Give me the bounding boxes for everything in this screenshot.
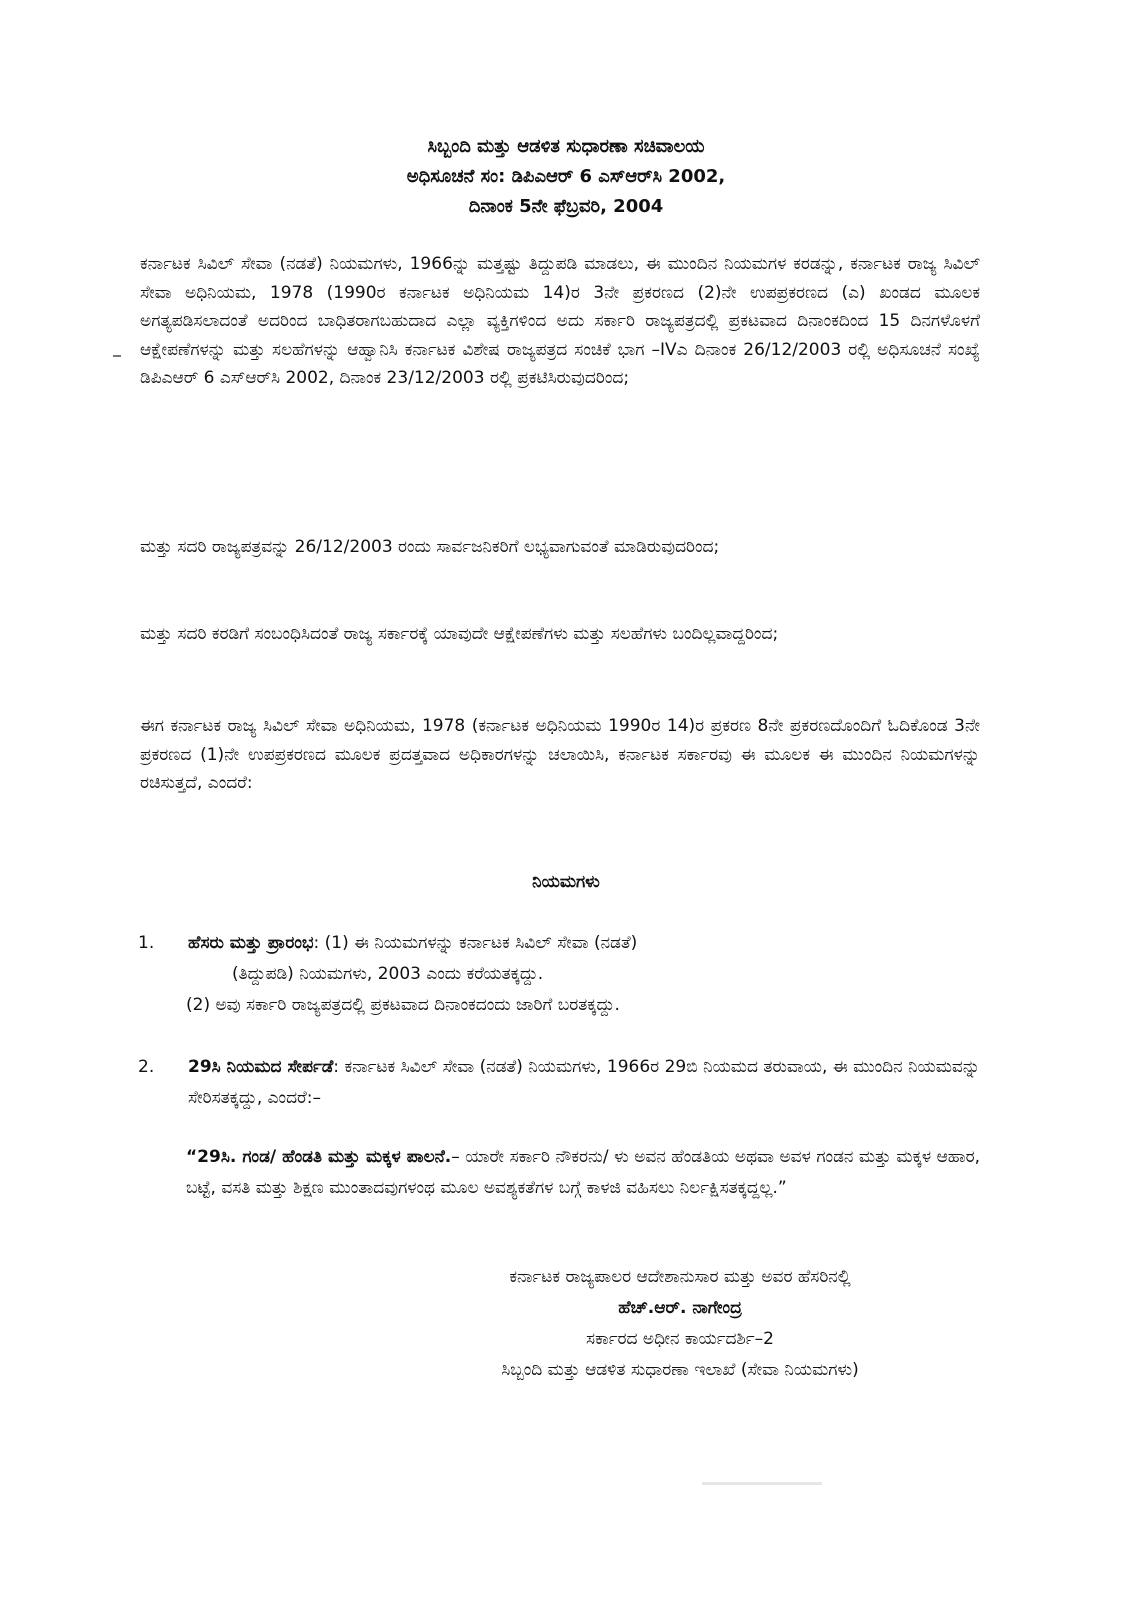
rule-2-number: 2. bbox=[138, 1057, 155, 1077]
preamble-paragraph-1: ಕರ್ನಾಟಕ ಸಿವಿಲ್ ಸೇವಾ (ನಡತೆ) ನಿಯಮಗಳು, 1966ನ್ನು ಮತ್ತಷ್ಟು ತಿದ್ದುಪಡಿ ಮಾಡಲು, ಈ ಮುಂದಿನ ನಿಯಮಗಳ ಕರಡನ್ನು, ಕರ್ನಾಟಕ ರಾಜ್ಯ ಸಿವಿಲ್ ಸೇವಾ ಅಧಿನಿಯಮ, 1978 (1990ರ ಕರ್ನಾಟಕ ಅಧಿನಿಯಮ 14)ರ 3ನೇ ಪ್ರಕರಣದ (2)ನೇ ಉಪಪ್ರಕರಣದ (ಎ) ಖಂಡದ ಮೂಲಕ ಅಗತ್ಯಪಡಿಸಲಾದಂತೆ ಅದರಿಂದ ಬಾಧಿತರಾಗಬಹುದಾದ ಎಲ್ಲಾ ವ್ಯಕ್ತಿಗಳಿಂದ ಅದು ಸರ್ಕಾರಿ ರಾಜ್ಯಪತ್ರದಲ್ಲಿ ಪ್ರಕಟವಾದ ದಿನಾಂಕದಿಂದ 15 ದಿನಗಳೊಳಗೆ ಆಕ್ಷೇಪಣೆಗಳನ್ನು ಮತ್ತು ಸಲಹೆಗಳನ್ನು ಆಹ್ವಾನಿಸಿ ಕರ್ನಾಟಕ ವಿಶೇಷ ರಾಜ್ಯಪತ್ರದ ಸಂಚಿಕೆ ಭಾಗ –IVಎ ದಿನಾಂಕ 26/12/2003 ರಲ್ಲಿ ಅಧಿಸೂಚನೆ ಸಂಖ್ಯೆ ಡಿಪಿಎಆರ್ 6 ಎಸ್ಆರ್‌ಸಿ 2002, ದಿನಾಂಕ 23/12/2003 ರಲ್ಲಿ ಪ್ರಕಟಿಸಿರುವುದರಿಂದ; bbox=[140, 254, 980, 388]
signatory-name: ಹೆಚ್.ಆರ್. ನಾಗೇಂದ್ರ bbox=[618, 1298, 742, 1318]
rule-2-body bbox=[188, 1052, 980, 1114]
notification-date: ದಿನಾಂಕ 5ನೇ ಫೆಬ್ರವರಿ, 2004 bbox=[468, 196, 664, 217]
preamble-paragraph-3: ಮತ್ತು ಸದರಿ ಕರಡಿಗೆ ಸಂಬಂಧಿಸಿದಂತೆ ರಾಜ್ಯ ಸರ್ಕಾರಕ್ಕೆ ಯಾವುದೇ ಆಕ್ಷೇಪಣೆಗಳು ಮತ್ತು ಸಲಹೆಗಳು ಬಂದಿಲ್ಲವಾದ್ದರಿಂದ; bbox=[140, 624, 779, 644]
rule-1-text-c: (2) ಅವು ಸರ್ಕಾರಿ ರಾಜ್ಯಪತ್ರದಲ್ಲಿ ಪ್ರಕಟವಾದ ದಿನಾಂಕದಂದು ಜಾರಿಗೆ ಬರತಕ್ಕದ್ದು. bbox=[186, 995, 620, 1015]
rule-1-number: 1. bbox=[138, 933, 155, 953]
inserted-rule-quote bbox=[186, 1142, 980, 1204]
rule-2-heading: 29ಸಿ ನಿಯಮದ ಸೇರ್ಪಡೆ bbox=[188, 1057, 334, 1077]
rule-2 bbox=[0, 1052, 1132, 1122]
secretariat-title: ಸಿಬ್ಬಂದಿ ಮತ್ತು ಆಡಳಿತ ಸುಧಾರಣಾ ಸಚಿವಾಲಯ bbox=[427, 136, 705, 157]
margin-mark bbox=[113, 355, 121, 357]
inserted-rule-text: – ಯಾರೇ ಸರ್ಕಾರಿ ನೌಕರನು/ ಳು ಅವನ ಹೆಂಡತಿಯ ಅಥವಾ ಅವಳ ಗಂಡನ ಮತ್ತು ಮಕ್ಕಳ ಆಹಾರ, ಬಟ್ಟೆ, ವಸತಿ ಮತ್ತು ಶಿಕ್ಷಣ ಮುಂತಾದವುಗಳಂಥ ಮೂಲ ಅವಶ್ಯಕತೆಗಳ ಬಗ್ಗೆ ಕಾಳಜಿ ವಹಿಸಲು ನಿರ್ಲಕ್ಷಿಸತಕ್ಕದ್ದಲ್ಲ.” bbox=[186, 1147, 980, 1198]
notification-number: ಅಧಿಸೂಚನೆ ಸಂ: ಡಿಪಿಎಆರ್ 6 ಎಸ್ಆರ್‌ಸಿ 2002, bbox=[406, 166, 726, 187]
signatory-designation: ಸರ್ಕಾರದ ಅಧೀನ ಕಾರ್ಯದರ್ಶಿ–2 bbox=[586, 1329, 774, 1349]
signature-authority-line: ಕರ್ನಾಟಕ ರಾಜ್ಯಪಾಲರ ಆದೇಶಾನುಸಾರ ಮತ್ತು ಅವರ ಹೆಸರಿನಲ್ಲಿ bbox=[509, 1267, 851, 1287]
rule-1-text-b: (ತಿದ್ದುಪಡಿ) ನಿಯಮಗಳು, 2003 ಎಂದು ಕರೆಯತಕ್ಕದ್ದು. bbox=[232, 964, 544, 984]
rule-2-text: : ಕರ್ನಾಟಕ ಸಿವಿಲ್ ಸೇವಾ (ನಡತೆ) ನಿಯಮಗಳು, 1966ರ 29ಬಿ ನಿಯಮದ ತರುವಾಯ, ಈ ಮುಂದಿನ ನಿಯಮವನ್ನು ಸೇರಿಸತಕ್ಕದ್ದು, ಎಂದರೆ:– bbox=[188, 1057, 980, 1108]
rule-1-heading: ಹೆಸರು ಮತ್ತು ಪ್ರಾರಂಭ bbox=[188, 933, 314, 953]
rules-section-title: ನಿಯಮಗಳು bbox=[532, 872, 600, 892]
scan-smudge bbox=[702, 1482, 822, 1485]
document-header bbox=[0, 132, 1132, 222]
inserted-rule-heading: “29ಸಿ. ಗಂಡ/ ಹೆಂಡತಿ ಮತ್ತು ಮಕ್ಕಳ ಪಾಲನೆ. bbox=[186, 1147, 452, 1167]
preamble-paragraph-4: ಈಗ ಕರ್ನಾಟಕ ರಾಜ್ಯ ಸಿವಿಲ್ ಸೇವಾ ಅಧಿನಿಯಮ, 1978 (ಕರ್ನಾಟಕ ಅಧಿನಿಯಮ 1990ರ 14)ರ ಪ್ರಕರಣ 8ನೇ ಪ್ರಕರಣದೊಂದಿಗೆ ಓದಿಕೊಂಡ 3ನೇ ಪ್ರಕರಣದ (1)ನೇ ಉಪಪ್ರಕರಣದ ಮೂಲಕ ಪ್ರದತ್ತವಾದ ಅಧಿಕಾರಗಳನ್ನು ಚಲಾಯಿಸಿ, ಕರ್ನಾಟಕ ಸರ್ಕಾರವು ಈ ಮೂಲಕ ಈ ಮುಂದಿನ ನಿಯಮಗಳನ್ನು ರಚಿಸುತ್ತದೆ, ಎಂದರೆ: bbox=[140, 716, 980, 793]
rule-1-text-a: : (1) ಈ ನಿಯಮಗಳನ್ನು ಕರ್ನಾಟಕ ಸಿವಿಲ್ ಸೇವಾ (ನಡತೆ) bbox=[313, 933, 638, 953]
rule-1-line-1 bbox=[188, 928, 980, 959]
signatory-department: ಸಿಬ್ಬಂದಿ ಮತ್ತು ಆಡಳಿತ ಸುಧಾರಣಾ ಇಲಾಖೆ (ಸೇವಾ ನಿಯಮಗಳು) bbox=[501, 1360, 859, 1380]
preamble-paragraph-2: ಮತ್ತು ಸದರಿ ರಾಜ್ಯಪತ್ರವನ್ನು 26/12/2003 ರಂದು ಸಾರ್ವಜನಿಕರಿಗೆ ಲಭ್ಯವಾಗುವಂತೆ ಮಾಡಿರುವುದರಿಂದ; bbox=[140, 537, 720, 557]
